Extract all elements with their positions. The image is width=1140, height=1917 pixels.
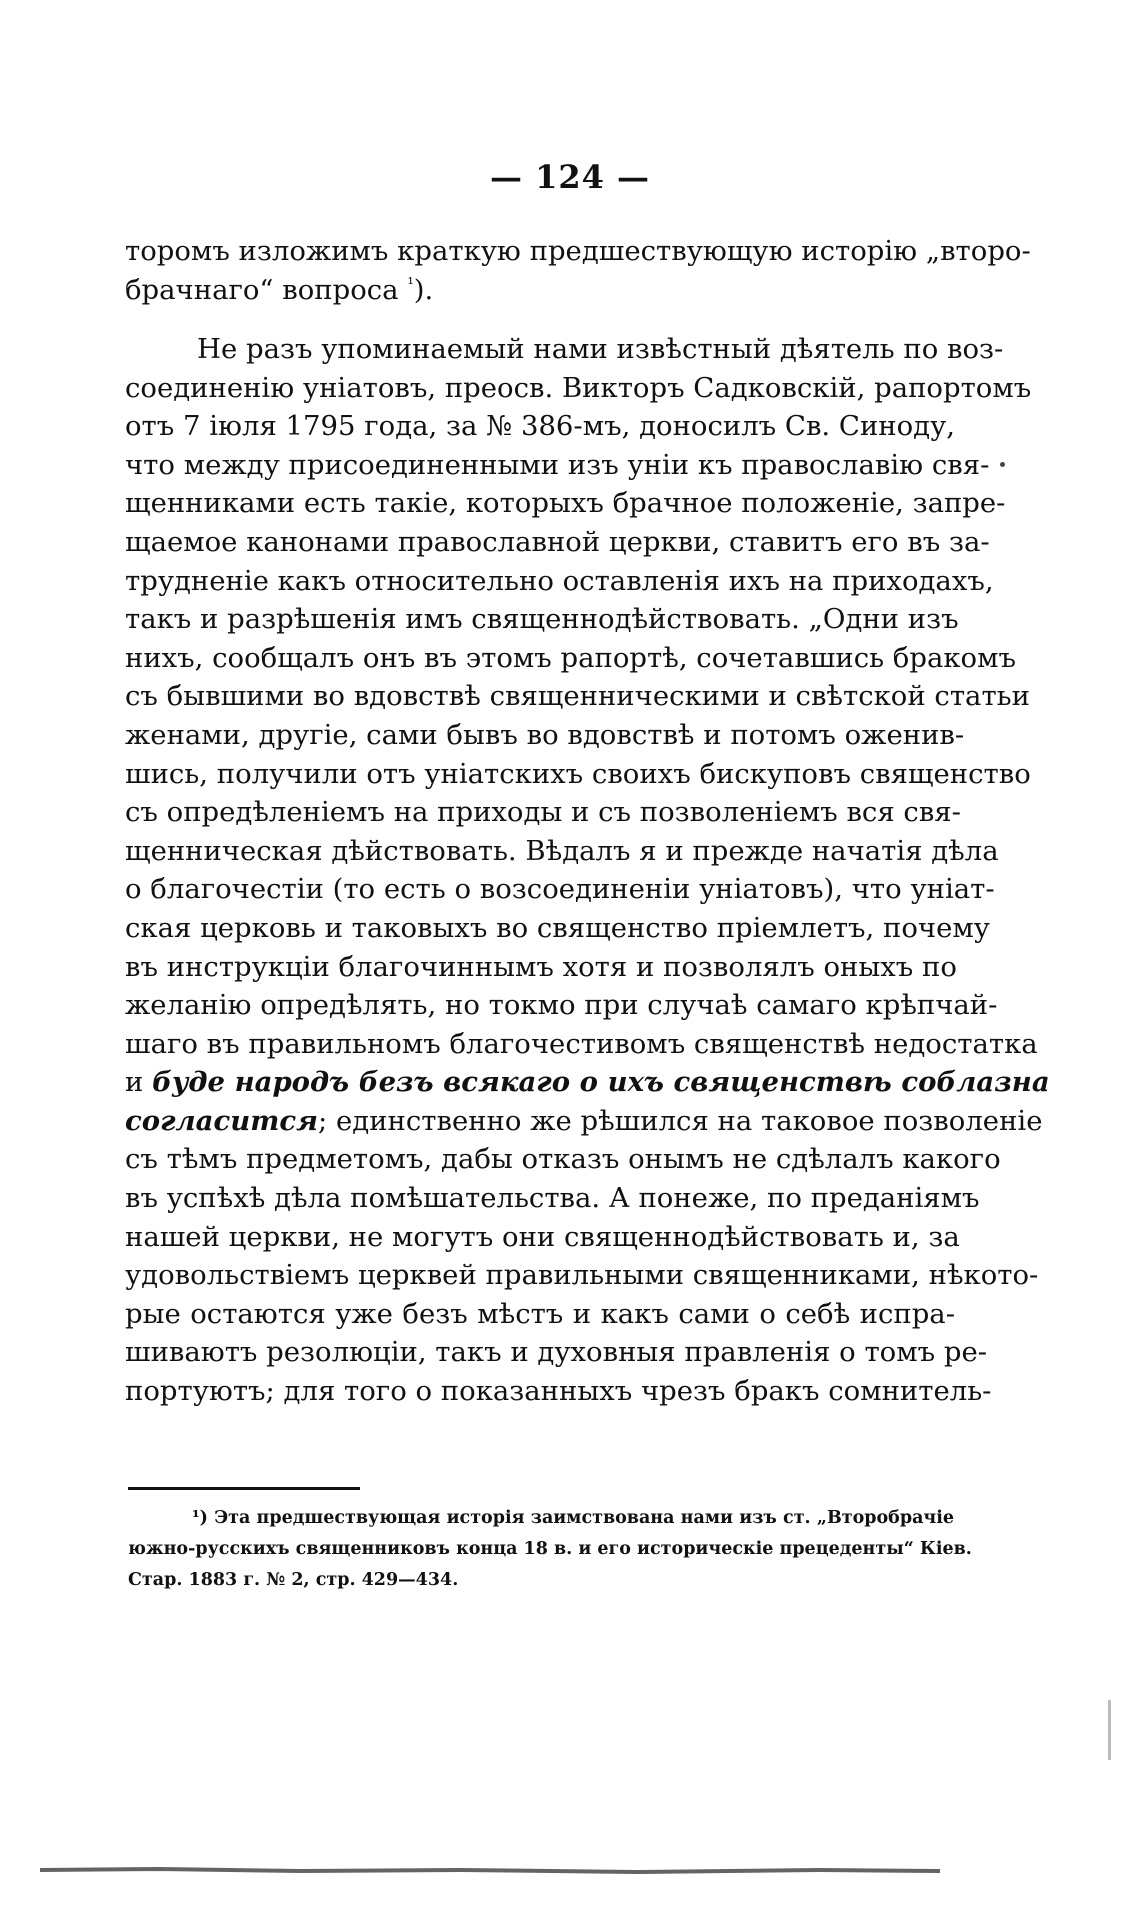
text-line: такъ и разрѣшенія имъ священнодѣйствовать. „Одни изъ bbox=[125, 603, 959, 636]
footnote-mark: ¹) bbox=[192, 1508, 208, 1528]
intro-line: торомъ изложимъ краткую предшествующую исторію „второ- bbox=[125, 235, 1031, 267]
text-line: портуютъ; для того о показанныхъ чрезъ бракъ сомнитель- bbox=[125, 1375, 992, 1408]
main-paragraph bbox=[125, 330, 1050, 1411]
scan-speck bbox=[1108, 1700, 1111, 1760]
text-line: съ опредѣленіемъ на приходы и съ позволеніемъ вся свя- bbox=[125, 796, 961, 829]
text-line: желанію опредѣлять, но токмо при случаѣ самаго крѣпчай- bbox=[125, 989, 998, 1022]
text-line: въ инструкціи благочиннымъ хотя и позволялъ оныхъ по bbox=[125, 950, 957, 983]
text-line: въ успѣхѣ дѣла помѣшательства. А понеже, по преданіямъ bbox=[125, 1182, 980, 1215]
text-line: что между присоединенными изъ уніи къ православію свя- bbox=[125, 448, 990, 481]
text-line: о благочестіи (то есть о возсоединеніи уніатовъ), что уніат- bbox=[125, 873, 995, 906]
text-line: щенническая дѣйствовать. Вѣдалъ я и прежде начатія дѣла bbox=[125, 834, 999, 867]
scan-speck bbox=[1000, 462, 1005, 467]
text-plain: ; единственно же рѣшился на таковое позволеніе bbox=[317, 1104, 1043, 1137]
footnote-text: Эта предшествующая исторія заимствована нами изъ ст. „Второбрачіе bbox=[214, 1508, 955, 1528]
text-line: съ бывшими во вдовствѣ священническими и свѣтской статьи bbox=[125, 680, 1030, 713]
intro-line-text: брачнаго“ вопроса bbox=[125, 273, 399, 306]
text-line: трудненіе какъ относительно оставленія ихъ на приходахъ, bbox=[125, 564, 994, 597]
text-line: шаго въ правильномъ благочестивомъ священствѣ недостатка bbox=[125, 1027, 1038, 1060]
text-line-italic bbox=[125, 1102, 1043, 1141]
intro-line-last bbox=[125, 271, 955, 310]
text-line: рые остаются уже безъ мѣстъ и какъ сами о себѣ испра- bbox=[125, 1297, 955, 1330]
text-line: ская церковь и таковыхъ во священство пріемлетъ, почему bbox=[125, 911, 990, 944]
scan-edge-smudge bbox=[40, 1864, 940, 1876]
text-line: съ тѣмъ предметомъ, дабы отказъ онымъ не сдѣлалъ какого bbox=[125, 1143, 1001, 1176]
text-line: Не разъ упоминаемый нами извѣстный дѣятель по воз- bbox=[197, 333, 1004, 365]
text-plain: и bbox=[125, 1066, 153, 1099]
text-italic: согласится bbox=[125, 1104, 318, 1137]
text-line: нихъ, сообщалъ онъ въ этомъ рапортѣ, сочетавшись бракомъ bbox=[125, 641, 1016, 674]
footnote-line bbox=[128, 1503, 954, 1534]
text-line: удовольствіемъ церквей правильными священниками, нѣкото- bbox=[125, 1259, 1039, 1292]
footnote-divider bbox=[128, 1487, 360, 1490]
text-line-italic bbox=[125, 1063, 1050, 1102]
intro-paragraph bbox=[125, 232, 1031, 309]
text-line: нашей церкви, не могутъ они священнодѣйствовать и, за bbox=[125, 1220, 960, 1253]
footnote-line: южно-русскихъ священниковъ конца 18 в. и его историческіе прецеденты“ Кіев. bbox=[128, 1539, 972, 1559]
page-number: — 124 — bbox=[489, 158, 651, 196]
text-line: шись, получили отъ уніатскихъ своихъ бискуповъ священство bbox=[125, 757, 1031, 790]
text-italic: буде народъ безъ всякаго о ихъ священствѣ соблазна bbox=[152, 1066, 1050, 1099]
footnote-ref[interactable]: ¹ bbox=[407, 273, 414, 293]
text-line: шиваютъ резолюціи, такъ и духовныя правленія о томъ ре- bbox=[125, 1336, 988, 1369]
text-line: отъ 7 іюля 1795 года, за № 386-мъ, доносилъ Св. Синоду, bbox=[125, 410, 956, 443]
text-line: соединенію уніатовъ, преосв. Викторъ Садковскій, рапортомъ bbox=[125, 371, 1032, 404]
text-line: женами, другіе, сами бывъ во вдовствѣ и потомъ оженив- bbox=[125, 718, 965, 751]
intro-tail: ). bbox=[413, 273, 434, 306]
footnote bbox=[128, 1503, 972, 1596]
footnote-line: Стар. 1883 г. № 2, стр. 429—434. bbox=[128, 1570, 459, 1590]
text-line: щаемое канонами православной церкви, ставитъ его въ за- bbox=[125, 525, 990, 558]
text-line: щенниками есть такіе, которыхъ брачное положеніе, запре- bbox=[125, 487, 1006, 520]
